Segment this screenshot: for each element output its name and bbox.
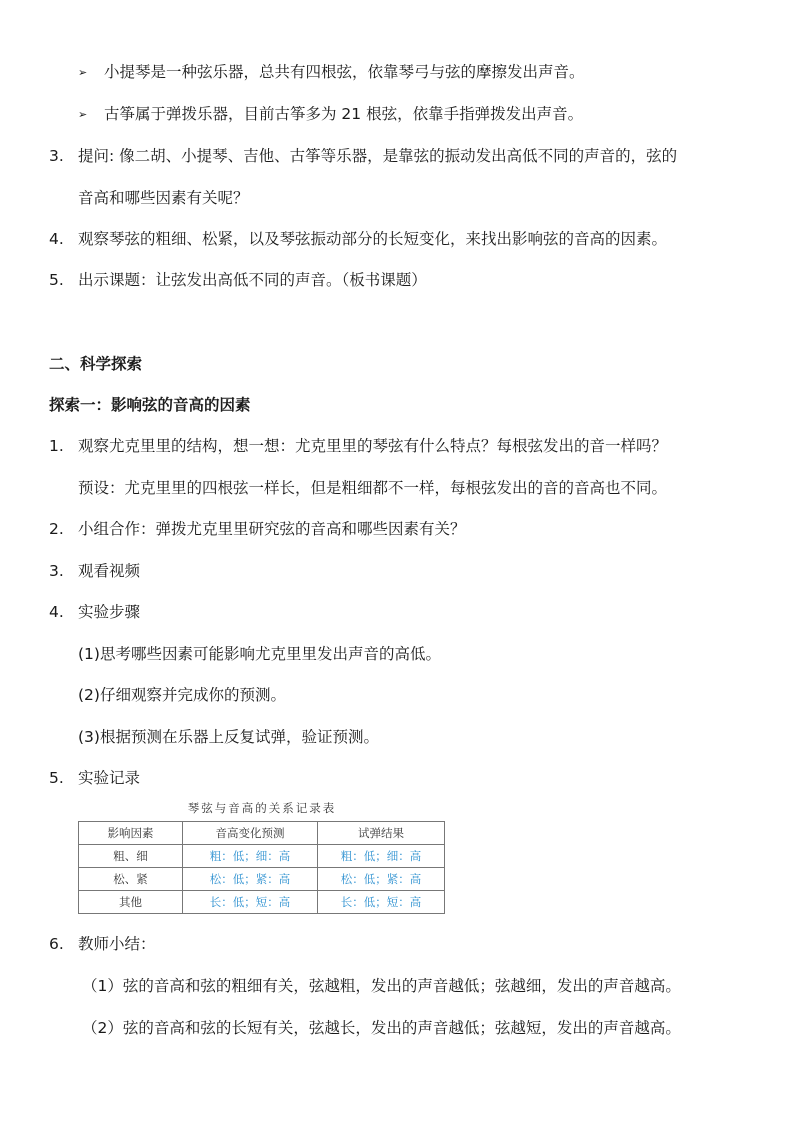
step-item: (3)根据预测在乐器上反复试弹，验证预测。 [78,728,379,746]
section-heading: 二、科学探索 [49,355,143,373]
table-row [79,891,445,914]
table-header-cell: 音高变化预测 [183,822,318,845]
table-header-cell: 试弹结果 [318,822,445,845]
observe-text: 观察琴弦的粗细、松紧，以及琴弦振动部分的长短变化，来找出影响弦的音高的因素。 [78,230,668,248]
table-row [79,845,445,868]
explore-question-text: 观察尤克里里的结构，想一想：尤克里里的琴弦有什么特点？每根弦发出的音一样吗？ [78,437,668,455]
summary-item: （1）弦的音高和弦的粗细有关，弦越粗，发出的声音越低；弦越细，发出的声音越高。 [82,977,681,995]
table-header-row [79,822,445,845]
step-item: (1)思考哪些因素可能影响尤克里里发出声音的高低。 [78,645,441,663]
table-cell-factor: 粗、细 [79,845,183,868]
list-number: 3. [49,147,64,165]
question-text-line1: 提问: 像二胡、小提琴、吉他、古筝等乐器，是靠弦的振动发出高低不同的声音的，弦的 [78,147,678,165]
watch-video-text: 观看视频 [78,562,141,580]
list-number: 4. [49,603,64,621]
bullet-arrow-icon: ➢ [78,108,88,121]
record-table [78,821,445,914]
list-number: 3. [49,562,64,580]
table-cell-result: 粗：低；细：高 [318,845,445,868]
list-number: 2. [49,520,64,538]
summary-label: 教师小结： [78,935,156,953]
list-number: 5. [49,271,64,289]
bullet-text-guzheng: 古筝属于弹拨乐器，目前古筝多为 21 根弦，依靠手指弹拨发出声音。 [104,105,584,123]
steps-label: 实验步骤 [78,603,141,621]
list-number: 5. [49,769,64,787]
sub-heading: 探索一：影响弦的音高的因素 [49,396,251,414]
record-label: 实验记录 [78,769,141,787]
table-cell-factor: 松、紧 [79,868,183,891]
step-item: (2)仔细观察并完成你的预测。 [78,686,286,704]
table-cell-prediction: 长：低；短：高 [183,891,318,914]
table-cell-factor: 其他 [79,891,183,914]
list-number: 1. [49,437,64,455]
table-cell-prediction: 松：低；紧：高 [183,868,318,891]
list-number: 6. [49,935,64,953]
group-work-text: 小组合作：弹拨尤克里里研究弦的音高和哪些因素有关？ [78,520,466,538]
table-row [79,868,445,891]
table-cell-result: 松：低；紧：高 [318,868,445,891]
table-cell-prediction: 粗：低；细：高 [183,845,318,868]
lesson-topic-text: 出示课题：让弦发出高低不同的声音。（板书课题） [78,271,427,289]
table-cell-result: 长：低；短：高 [318,891,445,914]
explore-preset-text: 预设：尤克里里的四根弦一样长，但是粗细都不一样，每根弦发出的音的音高也不同。 [78,479,668,497]
bullet-text-violin: 小提琴是一种弦乐器，总共有四根弦，依靠琴弓与弦的摩擦发出声音。 [104,63,585,81]
table-title: 琴弦与音高的关系记录表 [187,801,337,815]
bullet-arrow-icon: ➢ [78,66,88,79]
summary-item: （2）弦的音高和弦的长短有关，弦越长，发出的声音越低；弦越短，发出的声音越高。 [82,1019,681,1037]
list-number: 4. [49,230,64,248]
table-header-cell: 影响因素 [79,822,183,845]
question-text-line2: 音高和哪些因素有关呢？ [78,189,249,207]
